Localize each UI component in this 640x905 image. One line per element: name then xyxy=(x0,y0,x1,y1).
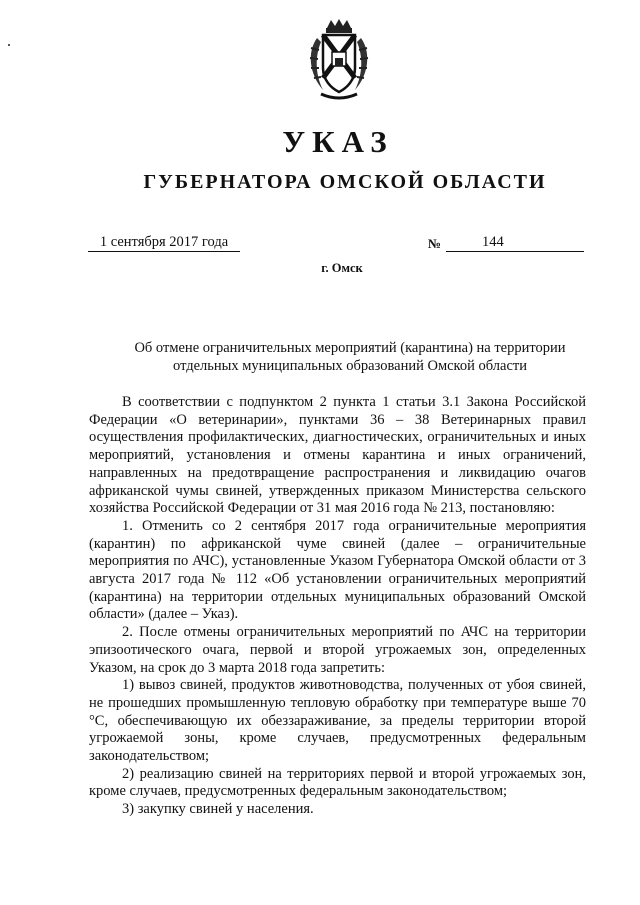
document-heading-line: отдельных муниципальных образований Омской области xyxy=(173,358,527,374)
document-body xyxy=(89,394,586,819)
document-date: 1 сентября 2017 года xyxy=(88,234,240,252)
document-type-title: УКАЗ xyxy=(282,124,394,159)
paragraph: 1) вывоз свиней, продуктов животноводства, полученных от убоя свиней, не прошедших промышленную тепловую обработку при температуре выше 70 °С, обеспечивающую их обеззараживание, за пределы территории второй угрожаемой зоны, кроме случаев, предусмотренных федеральным законодательством; xyxy=(89,677,586,765)
paragraph: 2) реализацию свиней на территориях первой и второй угрожаемых зон, кроме случаев, предусмотренных федеральным законодательством; xyxy=(89,765,586,800)
document-heading-line: Об отмене ограничительных мероприятий (карантина) на территории xyxy=(134,340,566,356)
coat-of-arms-emblem xyxy=(303,18,375,102)
city: г. Омск xyxy=(321,261,363,275)
document-number: 144 xyxy=(446,234,584,252)
paragraph: 2. После отмены ограничительных мероприятий по АЧС на территории эпизоотического очага, первой и второй угрожаемых зон, определенных Указом, на срок до 3 марта 2018 года запретить: xyxy=(89,624,586,676)
issuer-title: ГУБЕРНАТОРА ОМСКОЙ ОБЛАСТИ xyxy=(143,171,547,193)
document-heading xyxy=(100,339,600,375)
scan-mark xyxy=(8,44,10,46)
paragraph: 3) закупку свиней у населения. xyxy=(122,801,314,818)
paragraph: 1. Отменить со 2 сентября 2017 года ограничительные мероприятия (карантин) по африканской чуме свиней (далее – ограничительные мероприятия по АЧС), установленные Указом Губернатора Омской области от 3 августа 2017 года № 112 «Об установлении ограничительных мероприятий (карантина) на территории отдельных муниципальных образований Омской области» (далее – Указ). xyxy=(89,517,586,623)
paragraph: В соответствии с подпунктом 2 пункта 1 статьи 3.1 Закона Российской Федерации «О ветеринарии», пунктами 36 – 38 Ветеринарных правил осуществления профилактических, диагностических, ограничительных и иных мероприятий, установления и отмены карантина и иных ограничений, направленных на предотвращение распространения и ликвидацию очагов африканской чумы свиней, утвержденных приказом Министерства сельского хозяйства Российской Федерации от 31 мая 2016 года № 213, постановляю: xyxy=(89,394,586,517)
number-label: № xyxy=(428,236,442,251)
